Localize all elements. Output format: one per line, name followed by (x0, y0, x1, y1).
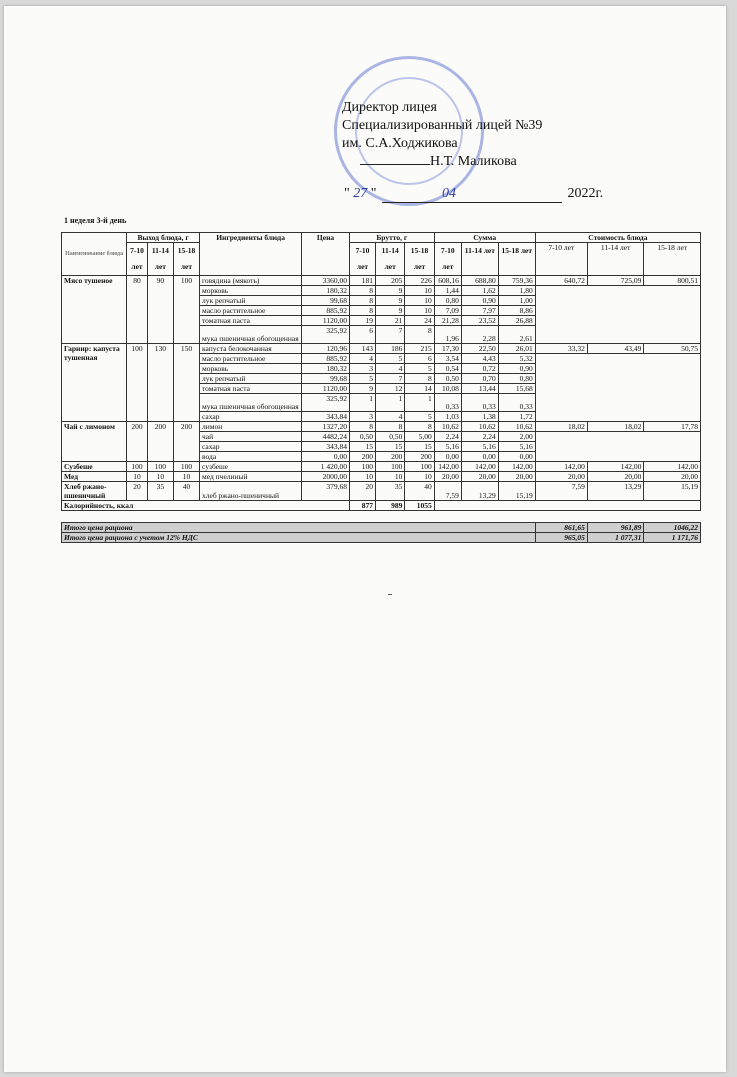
total-label: Итого цена рациона с учетом 12% НДС (62, 533, 536, 543)
brutto-cell: 3 (349, 364, 375, 374)
sum-cell: 13,44 (461, 384, 498, 394)
ingredient-name: сузбеше (200, 462, 302, 472)
col-cost: Стоимость блюда (535, 233, 700, 243)
sum-cell: 0,50 (434, 374, 461, 384)
sum-cell: 142,00 (498, 462, 535, 472)
brutto-cell: 19 (349, 316, 375, 326)
yield-cell: 10 (147, 472, 173, 482)
total-label: Итого цена рациона (62, 523, 536, 533)
brutto-cell: 186 (376, 344, 405, 354)
brutto-cell: 9 (376, 306, 405, 316)
yield-age-header: 11-14 лет (147, 243, 173, 276)
brutto-cell: 200 (405, 452, 434, 462)
price-cell: 99,68 (302, 374, 350, 384)
brutto-cell: 40 (405, 482, 434, 501)
sum-cell: 0,54 (434, 364, 461, 374)
calories-value: 989 (376, 501, 405, 511)
sum-cell: 0,33 (461, 394, 498, 412)
sum-cell: 0,00 (498, 452, 535, 462)
signature-line (360, 164, 430, 165)
sum-cell: 7,09 (434, 306, 461, 316)
brutto-cell: 1 (349, 394, 375, 412)
ingredient-name: лук репчатый (200, 374, 302, 384)
dish-cost-cell: 800,51 (644, 276, 701, 286)
brutto-cell: 21 (376, 316, 405, 326)
date-month: 04 (441, 186, 456, 201)
sum-cell: 1,96 (434, 326, 461, 344)
yield-cell: 10 (173, 472, 199, 482)
total-value: 965,05 (535, 533, 587, 543)
sum-cell: 142,00 (434, 462, 461, 472)
dish-name: Мед (62, 472, 127, 482)
brutto-cell: 6 (349, 326, 375, 344)
brutto-cell: 5 (405, 412, 434, 422)
dish-name: Гарнир: капуста тушенная (62, 344, 127, 422)
ingredient-name: говядина (мякоть) (200, 276, 302, 286)
yield-cell: 100 (127, 462, 148, 472)
dish-name: Мясо тушеное (62, 276, 127, 344)
price-cell: 1 420,00 (302, 462, 350, 472)
brutto-cell: 10 (405, 286, 434, 296)
brutto-cell: 10 (405, 296, 434, 306)
brutto-cell: 20 (349, 482, 375, 501)
sum-cell: 0,00 (461, 452, 498, 462)
brutto-cell: 4 (349, 354, 375, 364)
yield-cell: 80 (127, 276, 148, 344)
ingredient-name: томатная паста (200, 316, 302, 326)
dish-cost-cell: 7,59 (535, 482, 587, 501)
ingredient-name: чай (200, 432, 302, 442)
yield-cell: 200 (173, 422, 199, 462)
brutto-cell: 200 (376, 452, 405, 462)
sum-cell: 759,36 (498, 276, 535, 286)
price-cell: 2000,00 (302, 472, 350, 482)
dish-cost-cell: 640,72 (535, 276, 587, 286)
total-row (62, 533, 701, 543)
sum-cell: 5,16 (498, 442, 535, 452)
brutto-age-header: 11-14 лет (376, 243, 405, 276)
brutto-age-header: 15-18 лет (405, 243, 434, 276)
col-sum: Сумма (434, 233, 535, 243)
dish-cost-cell: 142,00 (535, 462, 587, 472)
sum-cell: 0,90 (461, 296, 498, 306)
yield-cell: 200 (147, 422, 173, 462)
ingredient-name: морковь (200, 364, 302, 374)
sum-cell: 10,08 (434, 384, 461, 394)
brutto-cell: 200 (349, 452, 375, 462)
price-cell: 343,84 (302, 412, 350, 422)
brutto-cell: 14 (405, 384, 434, 394)
dish-cost-cell: 20,00 (535, 472, 587, 482)
brutto-cell: 12 (376, 384, 405, 394)
calories-row (62, 501, 701, 511)
price-cell: 120,96 (302, 344, 350, 354)
price-cell: 4482,24 (302, 432, 350, 442)
sum-cell: 2,24 (434, 432, 461, 442)
yield-cell: 40 (173, 482, 199, 501)
brutto-cell: 9 (376, 296, 405, 306)
cost-age-header: 7-10 лет (535, 243, 587, 276)
cost-blank (535, 432, 700, 462)
ingredient-name: масло растительное (200, 354, 302, 364)
table-row (62, 482, 701, 501)
sum-cell: 0,33 (434, 394, 461, 412)
sum-cell: 2,61 (498, 326, 535, 344)
brutto-cell: 7 (376, 326, 405, 344)
dish-cost-cell: 33,32 (535, 344, 587, 354)
price-cell: 180,32 (302, 364, 350, 374)
sum-cell: 7,97 (461, 306, 498, 316)
price-cell: 325,92 (302, 394, 350, 412)
price-cell: 1120,00 (302, 384, 350, 394)
total-row (62, 523, 701, 533)
sum-cell: 0,00 (434, 452, 461, 462)
dish-cost-cell: 43,49 (587, 344, 644, 354)
dish-cost-cell: 725,09 (587, 276, 644, 286)
brutto-cell: 5 (349, 374, 375, 384)
price-cell: 325,92 (302, 326, 350, 344)
sum-cell: 26,01 (498, 344, 535, 354)
approval-date: " 27 " 04 2022г. (344, 186, 604, 201)
price-cell: 180,32 (302, 286, 350, 296)
sum-cell: 0,80 (434, 296, 461, 306)
table-row (62, 472, 701, 482)
sum-cell: 0,70 (461, 374, 498, 384)
ingredient-name: сахар (200, 442, 302, 452)
dish-name: Сузбеше (62, 462, 127, 472)
calories-value: 877 (349, 501, 375, 511)
sum-cell: 1,38 (461, 412, 498, 422)
brutto-cell: 8 (349, 286, 375, 296)
yield-cell: 100 (127, 344, 148, 422)
brutto-cell: 9 (349, 384, 375, 394)
brutto-cell: 5,00 (405, 432, 434, 442)
yield-cell: 100 (173, 462, 199, 472)
brutto-cell: 0,50 (349, 432, 375, 442)
cost-blank (535, 354, 700, 422)
sum-age-header: 7-10 лет (434, 243, 461, 276)
sum-cell: 688,80 (461, 276, 498, 286)
sum-cell: 20,00 (434, 472, 461, 482)
yield-cell: 100 (173, 276, 199, 344)
brutto-cell: 10 (376, 472, 405, 482)
ingredient-name: вода (200, 452, 302, 462)
brutto-cell: 8 (405, 326, 434, 344)
sum-cell: 1,44 (434, 286, 461, 296)
yield-cell: 100 (147, 462, 173, 472)
cost-age-header: 11-14 лет (587, 243, 644, 276)
yield-age-header: 7-10 лет (127, 243, 148, 276)
brutto-cell: 3 (349, 412, 375, 422)
table-row (62, 462, 701, 472)
brutto-cell: 100 (376, 462, 405, 472)
age-header-row (62, 243, 701, 276)
yield-cell: 10 (127, 472, 148, 482)
brutto-cell: 6 (405, 354, 434, 364)
sum-cell: 2,24 (461, 432, 498, 442)
sum-cell: 13,29 (461, 482, 498, 501)
brutto-cell: 5 (376, 354, 405, 364)
approval-title: Директор лицея (342, 100, 437, 115)
sum-cell: 1,72 (498, 412, 535, 422)
sum-cell: 3,54 (434, 354, 461, 364)
brutto-cell: 35 (376, 482, 405, 501)
sum-cell: 10,62 (434, 422, 461, 432)
brutto-cell: 10 (405, 306, 434, 316)
price-cell: 885,92 (302, 354, 350, 364)
brutto-cell: 8 (349, 296, 375, 306)
col-dish: Наименование блюда (62, 233, 127, 276)
sum-cell: 15,19 (498, 482, 535, 501)
brutto-cell: 8 (405, 374, 434, 384)
ingredient-name: сахар (200, 412, 302, 422)
dish-cost-cell: 142,00 (587, 462, 644, 472)
date-year: 2022г. (567, 186, 604, 201)
col-yield: Выход блюда, г (127, 233, 200, 243)
brutto-cell: 1 (376, 394, 405, 412)
sum-cell: 23,52 (461, 316, 498, 326)
sum-age-header: 15-18 лет (498, 243, 535, 276)
dish-name: Хлеб ржано-пшеничный (62, 482, 127, 501)
brutto-cell: 143 (349, 344, 375, 354)
brutto-cell: 5 (405, 364, 434, 374)
ingredient-name: мука пшеничная обогощенная (200, 326, 302, 344)
table-row (62, 276, 701, 286)
ingredient-name: капуста белокочанная (200, 344, 302, 354)
sum-cell: 7,59 (434, 482, 461, 501)
sum-age-header: 11-14 лет (461, 243, 498, 276)
col-brutto: Брутто, г (349, 233, 434, 243)
brutto-age-header: 7-10 лет (349, 243, 375, 276)
brutto-cell: 0,50 (376, 432, 405, 442)
calories-value: 1055 (405, 501, 434, 511)
dish-cost-cell: 18,02 (535, 422, 587, 432)
yield-cell: 200 (127, 422, 148, 462)
sum-cell: 5,16 (461, 442, 498, 452)
sum-cell: 1,00 (498, 296, 535, 306)
yield-cell: 35 (147, 482, 173, 501)
sum-cell: 10,62 (498, 422, 535, 432)
brutto-cell: 15 (405, 442, 434, 452)
price-cell: 1327,20 (302, 422, 350, 432)
sum-cell: 5,16 (434, 442, 461, 452)
ingredient-name: мед пчелиный (200, 472, 302, 482)
brutto-cell: 205 (376, 276, 405, 286)
dish-cost-cell: 20,00 (587, 472, 644, 482)
brutto-cell: 8 (376, 422, 405, 432)
yield-cell: 20 (127, 482, 148, 501)
sum-cell: 0,90 (498, 364, 535, 374)
brutto-cell: 1 (405, 394, 434, 412)
approval-block (342, 99, 542, 171)
yield-cell: 130 (147, 344, 173, 422)
total-value: 1046,22 (644, 523, 701, 533)
dish-cost-cell: 18,02 (587, 422, 644, 432)
sum-cell: 20,00 (461, 472, 498, 482)
sum-cell: 20,00 (498, 472, 535, 482)
table-body (62, 276, 701, 543)
dish-cost-cell: 17,78 (644, 422, 701, 432)
price-cell: 1120,00 (302, 316, 350, 326)
ingredient-name: лимон (200, 422, 302, 432)
brutto-cell: 10 (349, 472, 375, 482)
brutto-cell: 10 (405, 472, 434, 482)
approval-named-after: им. С.А.Ходжикова (342, 136, 458, 151)
ingredient-name: морковь (200, 286, 302, 296)
sum-cell: 4,43 (461, 354, 498, 364)
menu-table (61, 232, 701, 543)
yield-cell: 90 (147, 276, 173, 344)
brutto-cell: 15 (349, 442, 375, 452)
ingredient-name: мука пшеничная обогощенная (200, 394, 302, 412)
approval-signatory: Н.Т. Маликова (430, 154, 517, 169)
ingredient-name: хлеб ржано-пшеничный (200, 482, 302, 501)
sum-cell: 15,68 (498, 384, 535, 394)
brutto-cell: 100 (349, 462, 375, 472)
brutto-cell: 8 (405, 422, 434, 432)
total-value: 1 171,76 (644, 533, 701, 543)
brutto-cell: 226 (405, 276, 434, 286)
table-header (62, 233, 701, 276)
total-value: 961,89 (587, 523, 644, 533)
document-page (4, 6, 726, 1072)
dish-cost-cell: 50,75 (644, 344, 701, 354)
approval-org: Специализированный лицей №39 (342, 118, 543, 133)
cost-age-header: 15-18 лет (644, 243, 701, 276)
dish-cost-cell: 15,19 (644, 482, 701, 501)
calories-label: Калорийность, ккал (62, 501, 350, 511)
brutto-cell: 4 (376, 364, 405, 374)
sum-cell: 2,28 (461, 326, 498, 344)
sum-cell: 0,80 (498, 374, 535, 384)
dish-name: Чай с лимоном (62, 422, 127, 462)
sum-cell: 21,28 (434, 316, 461, 326)
brutto-cell: 4 (376, 412, 405, 422)
ingredient-name: масло растительное (200, 306, 302, 316)
dish-cost-cell: 142,00 (644, 462, 701, 472)
sum-cell: 22,50 (461, 344, 498, 354)
price-cell: 99,68 (302, 296, 350, 306)
ingredient-name: томатная паста (200, 384, 302, 394)
sum-cell: 1,80 (498, 286, 535, 296)
col-ingredients: Ингредиенты блюда (200, 233, 302, 276)
sum-cell: 1,62 (461, 286, 498, 296)
sum-cell: 5,32 (498, 354, 535, 364)
sum-cell: 0,33 (498, 394, 535, 412)
table-row (62, 344, 701, 354)
dish-cost-cell: 13,29 (587, 482, 644, 501)
sum-cell: 2,00 (498, 432, 535, 442)
brutto-cell: 8 (349, 422, 375, 432)
sum-cell: 0,72 (461, 364, 498, 374)
total-value: 861,65 (535, 523, 587, 533)
yield-cell: 150 (173, 344, 199, 422)
col-price: Цена (302, 233, 350, 276)
date-day: 27 (353, 186, 368, 201)
sum-cell: 608,16 (434, 276, 461, 286)
price-cell: 379,68 (302, 482, 350, 501)
sum-cell: 10,62 (461, 422, 498, 432)
cost-blank (535, 286, 700, 344)
price-cell: 0,00 (302, 452, 350, 462)
total-value: 1 077,31 (587, 533, 644, 543)
price-cell: 885,92 (302, 306, 350, 316)
brutto-cell: 9 (376, 286, 405, 296)
brutto-cell: 100 (405, 462, 434, 472)
dish-cost-cell: 20,00 (644, 472, 701, 482)
ingredient-name: лук репчатый (200, 296, 302, 306)
brutto-cell: 7 (376, 374, 405, 384)
brutto-cell: 24 (405, 316, 434, 326)
brutto-cell: 15 (376, 442, 405, 452)
brutto-cell: 181 (349, 276, 375, 286)
price-cell: 3360,00 (302, 276, 350, 286)
sum-cell: 1,03 (434, 412, 461, 422)
sum-cell: 17,30 (434, 344, 461, 354)
table-row (62, 422, 701, 432)
yield-age-header: 15-18 лет (173, 243, 199, 276)
brutto-cell: 215 (405, 344, 434, 354)
sum-cell: 8,86 (498, 306, 535, 316)
price-cell: 343,84 (302, 442, 350, 452)
sum-cell: 142,00 (461, 462, 498, 472)
brutto-cell: 8 (349, 306, 375, 316)
sum-cell: 26,88 (498, 316, 535, 326)
week-title: 1 неделя 3-й день (64, 216, 127, 225)
